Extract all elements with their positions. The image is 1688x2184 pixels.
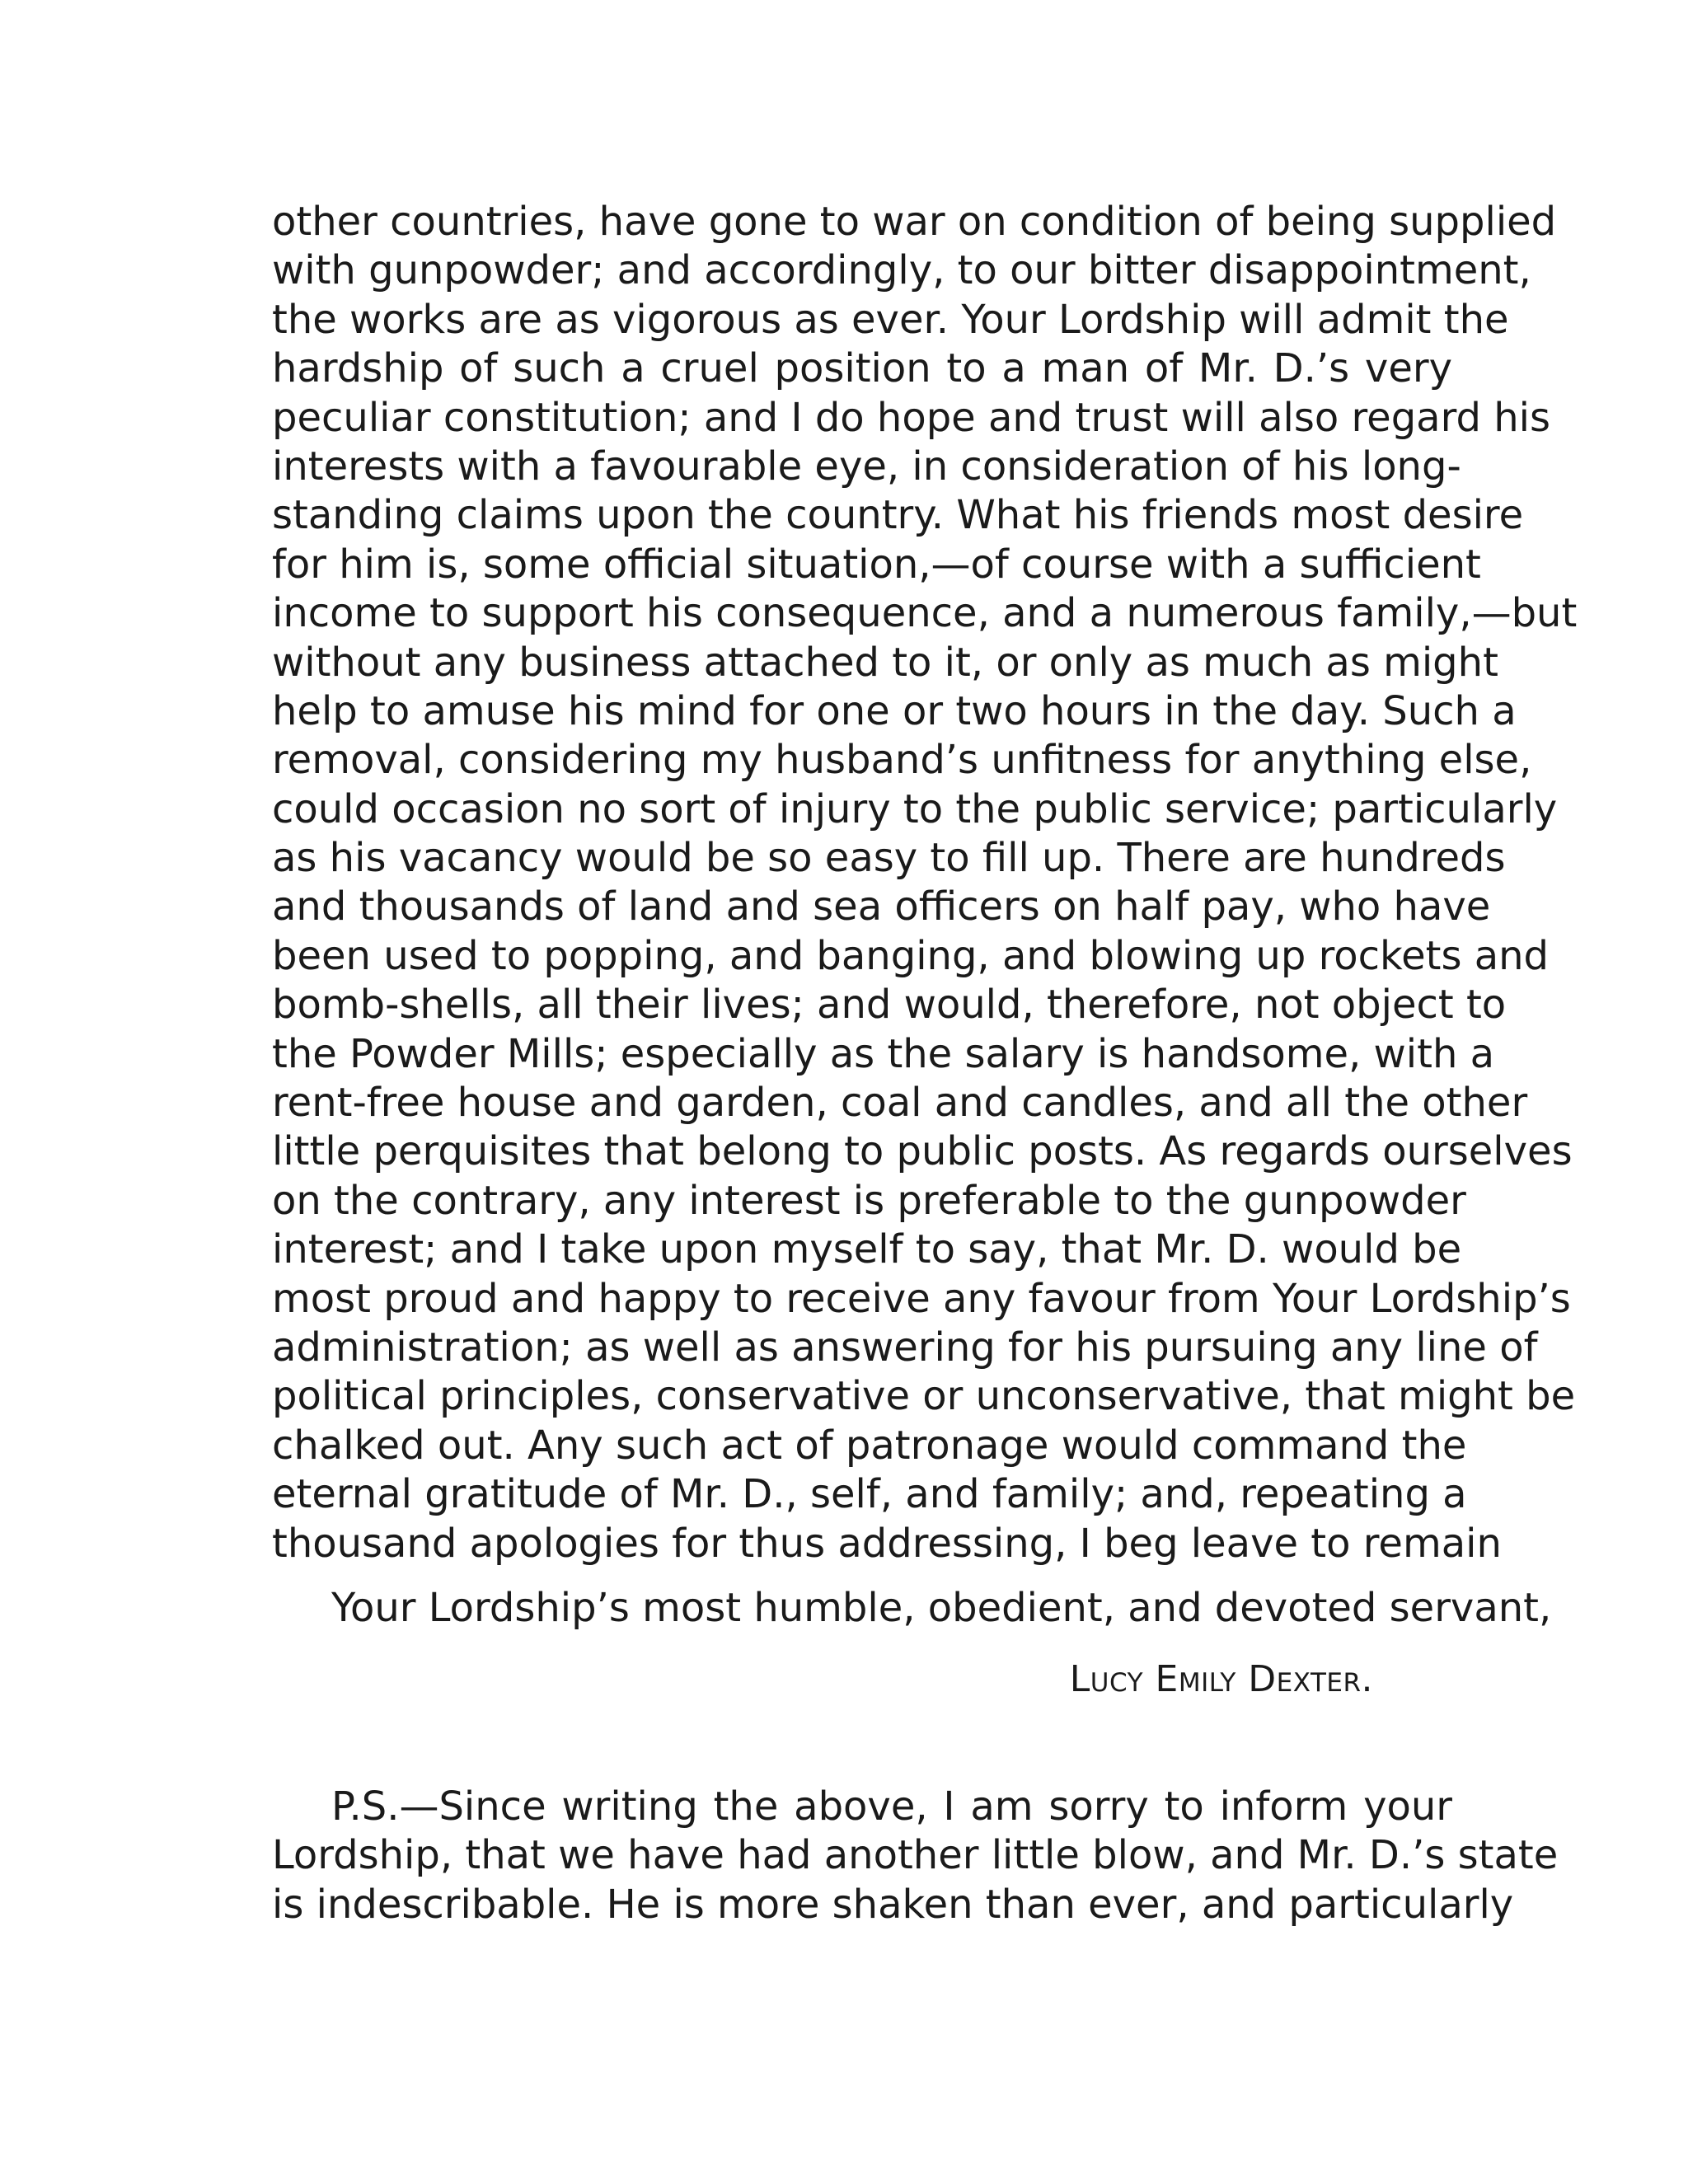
body-line: little perquisites that belong to public posts. As regards ourselves: [272, 1128, 1573, 1175]
body-line: chalked out. Any such act of patronage would command the: [272, 1422, 1467, 1469]
body-line: as his vacancy would be so easy to fill up. There are hundreds: [272, 835, 1506, 882]
body-line: most proud and happy to receive any favour from Your Lordship’s: [272, 1275, 1571, 1322]
body-line: administration; as well as answering for his pursuing any line of: [272, 1324, 1538, 1371]
body-line: eternal gratitude of Mr. D., self, and family; and, repeating a: [272, 1471, 1467, 1518]
body-line: standing claims upon the country. What his friends most desire: [272, 492, 1524, 539]
body-line: the Powder Mills; especially as the salary is handsome, with a: [272, 1030, 1495, 1077]
body-line: income to support his consequence, and a numerous family,—but: [272, 590, 1578, 637]
body-line: hardship of such a cruel position to a man of Mr. D.’s very: [272, 345, 1452, 392]
body-line: peculiar constitution; and I do hope and trust will also regard his: [272, 394, 1550, 441]
body-line: for him is, some official situation,—of course with a sufficient: [272, 541, 1481, 588]
body-line: rent-free house and garden, coal and candles, and all the other: [272, 1080, 1528, 1127]
body-line: and thousands of land and sea officers on half pay, who have: [272, 883, 1491, 930]
postscript-line: is indescribable. He is more shaken than ever, and particularly: [272, 1881, 1514, 1928]
postscript: [272, 1783, 1559, 1929]
letter-body: [272, 198, 1578, 1568]
body-line: help to amuse his mind for one or two hours in the day. Such a: [272, 687, 1517, 734]
postscript-line: Lordship, that we have had another little blow, and Mr. D.’s state: [272, 1832, 1559, 1879]
body-line: other countries, have gone to war on condition of being supplied: [272, 199, 1557, 245]
body-line: the works are as vigorous as ever. Your Lordship will admit the: [272, 296, 1509, 343]
body-line: on the contrary, any interest is preferable to the gunpowder: [272, 1177, 1466, 1224]
body-line: without any business attached to it, or only as much as might: [272, 639, 1498, 686]
body-line: thousand apologies for thus addressing, I beg leave to remain: [272, 1520, 1502, 1567]
body-line: bomb-shells, all their lives; and would, therefore, not object to: [272, 982, 1507, 1029]
body-line: could occasion no sort of injury to the public service; particularly: [272, 785, 1558, 832]
body-line: removal, considering my husband’s unfitness for anything else,: [272, 737, 1532, 784]
letter-closing: Your Lordship’s most humble, obedient, and devoted servant,: [331, 1585, 1552, 1631]
body-line: interest; and I take upon myself to say, that Mr. D. would be: [272, 1226, 1462, 1273]
postscript-line: P.S.—Since writing the above, I am sorry to inform your: [331, 1783, 1452, 1830]
body-line: been used to popping, and banging, and blowing up rockets and: [272, 932, 1550, 979]
body-line: interests with a favourable eye, in consideration of his long-: [272, 443, 1461, 490]
body-line: political principles, conservative or unconservative, that might be: [272, 1373, 1576, 1420]
letter-signature: Lucy Emily Dexter.: [1069, 1658, 1373, 1700]
body-line: with gunpowder; and accordingly, to our bitter disappointment,: [272, 247, 1531, 294]
